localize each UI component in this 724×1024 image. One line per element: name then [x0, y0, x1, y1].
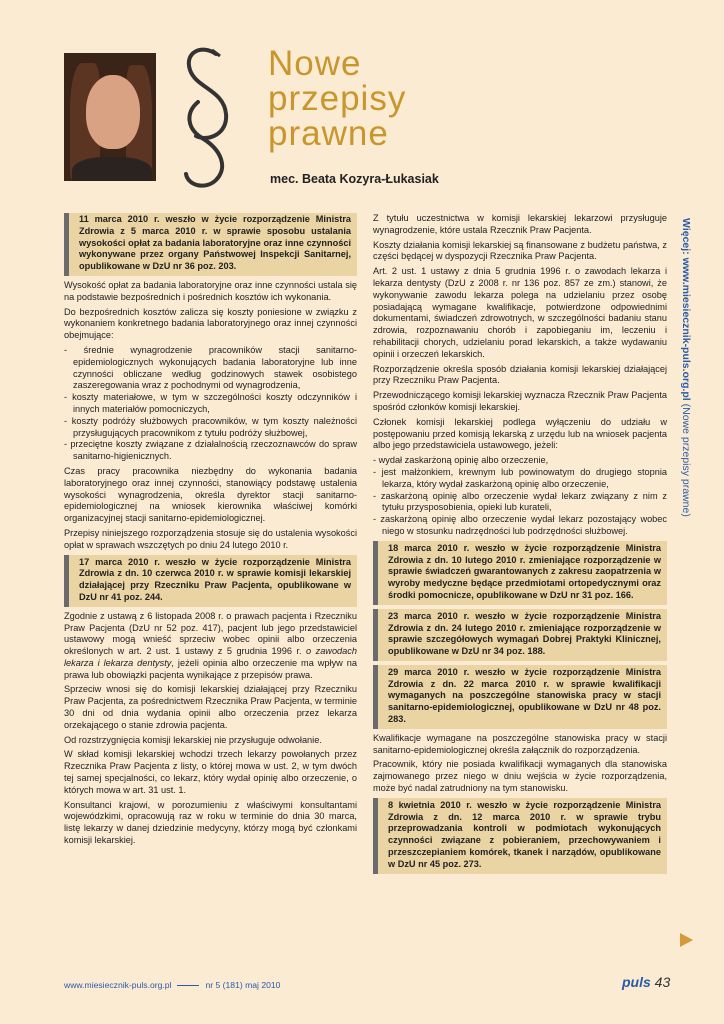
right-column: [373, 213, 667, 878]
author-photo: [64, 53, 156, 181]
paragraph: Do bezpośrednich kosztów zalicza się koszty poniesione w związku z wykonaniem konkretnego badania laboratoryjnego oraz innej czynności obejmujące:: [64, 306, 357, 341]
cost-list: [64, 345, 357, 463]
list-item: - koszty podróży służbowych pracowników, w tym koszty należności przysługujących pracownikom z tytułu podróży służbowej,: [64, 415, 357, 438]
paragraph: Wysokość opłat za badania laboratoryjne oraz inne czynności ustala się na podstawie bezpośrednich i pośrednich kosztów ich wykonania.: [64, 279, 357, 302]
footer-divider: [177, 985, 199, 986]
list-item: - zaskarżoną opinię albo orzeczenie wydał lekarz związany z nim z tytułu przysposobienia, opieki lub kurateli,: [373, 490, 667, 513]
more-info-url[interactable]: Więcej: www.miesiecznik-puls.org.pl: [680, 218, 692, 401]
list-item: - przeciętne koszty związane z działalnością rzeczoznawców do spraw sanitarno-higienicznych.: [64, 439, 357, 462]
next-page-arrow-icon: [680, 933, 693, 947]
paragraph: Art. 2 ust. 1 ustawy z dnia 5 grudnia 1996 r. o zawodach lekarza i lekarza dentysty (DzU z 2008 r. nr 136 poz. 857 ze zm.) stanowi, że wykonywanie zawodu lekarza polega na udzielaniu przez osobę posiadającą wymagane kwalifikacje, potwierdzone odpowiednimi dokumentami, świadczeń zdrowotnych, w szczególności badaniu stanu zdrowia, rozpoznawaniu chorób i zapobieganiu im, leczeniu i rehabilitacji chorych, udzielaniu porad lekarskich, a także wydawaniu opinii i orzeczeń lekarskich.: [373, 266, 667, 359]
list-item: - zaskarżoną opinię albo orzeczenie wydał lekarz pozostający wobec niego w stosunku nadrzędności lub podrzędności służbowej.: [373, 514, 667, 536]
paragraph: Sprzeciw wnosi się do komisji lekarskiej działającej przy Rzeczniku Praw Pacjenta, za pośrednictwem Rzecznika Praw Pacjenta, w terminie 30 dni od dnia wydania opinii albo orzeczenia przez lekarza orzekającego o stanie zdrowia pacjenta.: [64, 684, 357, 730]
more-info-link[interactable]: [680, 218, 692, 517]
paragraph: Przewodniczącego komisji lekarskiej wyznacza Rzecznik Praw Pacjenta spośród członków komisji lekarskiej.: [373, 390, 667, 412]
paragraph: Czas pracy pracownika niezbędny do wykonania badania laboratoryjnego oraz innej czynności, stanowiący podstawę ustalenia wysokości wynagrodzenia, określa dyrektor stacji sanitarno-epidemiologicznej na wniosek kierownika właściwej komórki organizacyjnej stacji sanitarno-epidemiologicznej.: [64, 465, 357, 524]
page-number: 43: [654, 974, 671, 990]
paragraph: Przepisy niniejszego rozporządzenia stosuje się do ustalenia wysokości opłat w sprawach wszczętych po dniu 24 lutego 2010 r.: [64, 527, 357, 550]
footer-url-link[interactable]: www.miesiecznik-puls.org.pl: [64, 980, 172, 990]
title-line-1: Nowe: [268, 44, 362, 83]
title-line-3: prawne: [268, 114, 389, 153]
paragraph: Członek komisji lekarskiej podlega wyłączeniu do udziału w postępowaniu przed komisją lekarską z urzędu lub na wniosek pacjenta albo jego przedstawiciela ustawowego, jeżeli:: [373, 416, 667, 451]
left-column: [64, 213, 357, 850]
regulation-box: 23 marca 2010 r. weszło w życie rozporządzenie Ministra Zdrowia z dn. 24 lutego 2010 r. zmieniające rozporządzenie w sprawie szczegółowych wymagań Dobrej Praktyki Klinicznej, opublikowane w DzU nr 34 poz. 188.: [373, 609, 667, 661]
paragraph: Z tytułu uczestnictwa w komisji lekarskiej lekarzowi przysługuje wynagrodzenie, które ustala Rzecznik Praw Pacjenta.: [373, 213, 667, 235]
text-run: , jeżeli opinia albo orzeczenie ma wpływ na prawa lub obowiązki pacjenta wynikające z przepisów prawa.: [64, 657, 357, 680]
text-run: Zgodnie z ustawą z 6 listopada 2008 r. o prawach pacjenta i Rzeczniku Praw Pacjenta (DzU nr 52 poz. 417), pacjent lub jego przedstawiciel ustawowy mogą wnieść sprzeciw wobec opinii albo orzeczenia określonych w art. 2 ust. 1 ustawy z 5 grudnia 1996 r.: [64, 610, 357, 657]
list-item: - koszty materiałowe, w tym w szczególności koszty odczynników i innych materiałów pomocniczych,: [64, 392, 357, 414]
italic-act-name: o zawodach lekarza i lekarza dentysty: [64, 646, 357, 668]
photo-face: [86, 75, 140, 149]
regulation-box: 8 kwietnia 2010 r. weszło w życie rozporządzenie Ministra Zdrowia z dn. 12 marca 2010 r. w sprawie trybu przeprowadzania kontroli w podmiotach wykonujących czynności związane z pobieraniem, przechowywaniem i przeszczepianiem komórek, tkanek i narządów, opublikowane w DzU nr 45 poz. 273.: [373, 798, 667, 874]
author-byline: mec. Beata Kozyra-Łukasiak: [270, 172, 439, 186]
more-info-label: (Nowe przepisy prawne): [680, 400, 692, 517]
brand-page-number: [622, 974, 670, 990]
paragraph: Kwalifikacje wymagane na poszczególne stanowiska pracy w stacji sanitarno-epidemiologicznej określa załącznik do rozporządzenia.: [373, 732, 667, 755]
paragraph: W skład komisji lekarskiej wchodzi trzech lekarzy powołanych przez Rzecznika Praw Pacjenta z listy, o której mowa w ust. 2, w tym dwóch tej samej specjalności, co lekarz, który wydał opinię albo orzeczenie, o których mowa w art. 31 ust. 1.: [64, 749, 357, 795]
paragraph: Rozporządzenie określa sposób działania komisji lekarskiej działającej przy Rzeczniku Praw Pacjenta.: [373, 363, 667, 386]
regulation-box: 18 marca 2010 r. weszło w życie rozporządzenie Ministra Zdrowia z dn. 10 lutego 2010 r. zmieniające rozporządzenie w sprawie świadczeń gwarantowanych z zakresu zaopatrzenia w wyroby medyczne będące przedmiotami ortopedycznymi oraz środki pomocnicze, opublikowane w DzU nr 31 poz. 166.: [373, 541, 667, 605]
exclusion-list: [373, 455, 667, 538]
regulation-box: 11 marca 2010 r. weszło w życie rozporządzenie Ministra Zdrowia z 5 marca 2010 r. w sprawie sposobu ustalania wysokości opłat za badania laboratoryjne oraz inne czynności wykonywane przez organy Państwowej Inspekcji Sanitarnej, opublikowane w DzU nr 36 poz. 203.: [64, 213, 357, 276]
regulation-box: 17 marca 2010 r. weszło w życie rozporządzenie Ministra Zdrowia z dn. 10 czerwca 2010 r. w sprawie komisji lekarskiej działającej przy Rzeczniku Praw Pacjenta, opublikowane w DzU nr 41 poz. 244.: [64, 555, 357, 607]
list-item: - wydał zaskarżoną opinię albo orzeczenie,: [373, 455, 549, 466]
paragraph: Koszty działania komisji lekarskiej są finansowane z budżetu państwa, z części będącej w dyspozycji Rzecznika Praw Pacjenta.: [373, 239, 667, 262]
paragraph: Od rozstrzygnięcia komisji lekarskiej nie przysługuje odwołanie.: [64, 734, 322, 745]
regulation-box: 29 marca 2010 r. weszło w życie rozporządzenie Ministra Zdrowia z dn. 22 marca 2010 r. w sprawie kwalifikacji wymaganych na poszczególne stanowiska pracy w stacji sanitarno-epidemiologicznej, opublikowane w DzU nr 48 poz. 283.: [373, 665, 667, 729]
footer-issue: nr 5 (181) maj 2010: [205, 980, 281, 990]
footer: [64, 980, 280, 990]
title-line-2: przepisy: [268, 79, 407, 118]
paragraph: [64, 611, 357, 682]
list-item: - średnie wynagrodzenie pracowników stacji sanitarno-epidemiologicznych wykonujących badania laboratoryjne lub inne czynności obliczane według godzinowych stawek osobistego zaszeregowania wraz z pochodnymi od wynagrodzenia,: [64, 344, 357, 391]
paragraph: Pracownik, który nie posiada kwalifikacji wymaganych dla stanowiska zajmowanego przez niego w dniu wejścia w życie rozporządzenia, może być nadal zatrudniony na tym stanowisku.: [373, 759, 667, 794]
paragraph: Konsultanci krajowi, w porozumieniu z właściwymi konsultantami wojewódzkimi, opracowują raz w roku w terminie do dnia 30 marca, listę lekarzy w danej dziedzinie medycyny, którzy mogą być członkami komisji lekarskiej.: [64, 799, 357, 846]
list-item: - jest małżonkiem, krewnym lub powinowatym do drugiego stopnia lekarza, który wydał zaskarżoną opinię albo orzeczenie,: [373, 466, 667, 489]
section-sign-icon: [172, 42, 242, 192]
brand-logo: puls: [622, 974, 651, 990]
article-title: [268, 46, 406, 151]
photo-shoulders: [72, 157, 152, 181]
